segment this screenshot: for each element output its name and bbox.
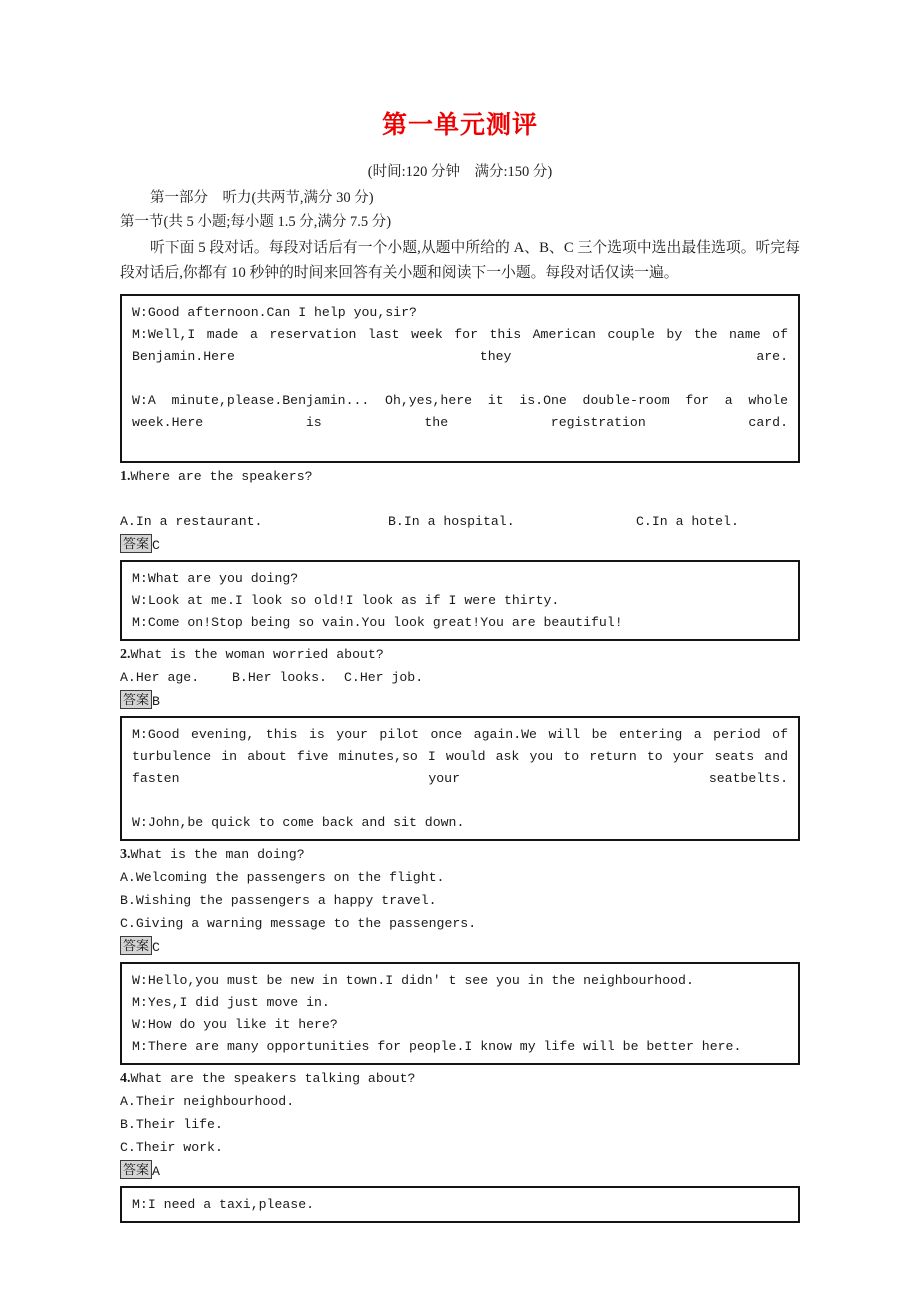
dialogue-line: M:What are you doing? [132,571,299,586]
option-c[interactable]: C.Her job. [344,670,424,685]
answer-value: B [152,694,160,709]
option-b[interactable]: B.Their life. [120,1117,223,1132]
dialogue-box [120,962,800,1065]
section-one-heading: 第一节(共 5 小题;每小题 1.5 分,满分 7.5 分) [120,214,392,230]
dialogue-box [120,1186,800,1223]
dialogue-line: W:John,be quick to come back and sit down. [132,815,465,830]
dialogue-line: M:There are many opportunities for people.I know my life will be better here. [132,1039,742,1054]
question-body: Where are the speakers? [130,469,313,484]
dialogue-line: M:Well,I made a reservation last week for this American couple by the name of Benjamin.Here they are. [132,327,788,364]
question-number: 3. [120,847,131,862]
answer-label: 答案 [120,936,152,955]
answer-value: A [152,1164,160,1179]
dialogue-box [120,294,800,463]
option-b[interactable]: B.In a hospital. [388,514,515,529]
options-row [120,510,800,533]
option-a[interactable]: A.Her age. [120,670,200,685]
page-title: 第一单元测评 [381,112,538,139]
dialogue-line: M:Come on!Stop being so vain.You look great!You are beautiful! [132,615,623,630]
dialogue-box [120,716,800,841]
dialogue-line: W:Hello,you must be new in town.I didn' t see you in the neighbourhood. [132,973,694,988]
answer-label: 答案 [120,690,152,709]
option-a[interactable]: A.In a restaurant. [120,514,263,529]
spacer [120,488,800,510]
question-text [120,465,800,488]
listening-instruction: 听下面 5 段对话。每段对话后有一个小题,从题中所给的 A、B、C 三个选项中选出最佳选项。听完每段对话后,你都有 10 秒钟的时间来回答有关小题和阅读下一小题。每段对话仅读一遍。 [120,240,800,281]
option-a[interactable]: A.Their neighbourhood. [120,1094,295,1109]
answer-label: 答案 [120,534,152,553]
option-a[interactable]: A.Welcoming the passengers on the flight. [120,870,445,885]
option-b[interactable]: B.Wishing the passengers a happy travel. [120,893,437,908]
question-text [120,1067,800,1090]
dialogue-line: W:A minute,please.Benjamin... Oh,yes,here it is.One double-room for a whole week.Here is the registration card. [132,393,788,430]
options-row [120,666,800,689]
option-c[interactable]: C.Giving a warning message to the passengers. [120,916,477,931]
question-number: 2. [120,647,131,662]
answer-row [120,690,800,712]
dialogue-box [120,560,800,641]
option-b[interactable]: B.Her looks. [232,670,327,685]
dialogue-line: M:Good evening, this is your pilot once again.We will be entering a period of turbulence in about five minutes,so I would ask you to return to your seats and fasten your seatbelts. [132,727,788,786]
dialogue-line: W:How do you like it here? [132,1017,338,1032]
question-body: What are the speakers talking about? [130,1071,416,1086]
exam-info: (时间:120 分钟 满分:150 分) [367,164,553,180]
dialogue-line: M:I need a taxi,please. [132,1197,315,1212]
dialogue-line: W:Good afternoon.Can I help you,sir? [132,305,417,320]
option-c[interactable]: C.In a hotel. [636,514,739,529]
question-body: What is the woman worried about? [130,647,384,662]
question-text [120,843,800,866]
answer-row [120,1160,800,1182]
answer-value: C [152,538,160,553]
question-number: 1. [120,469,131,484]
option-c[interactable]: C.Their work. [120,1140,223,1155]
dialogue-line: M:Yes,I did just move in. [132,995,330,1010]
part-one-heading: 第一部分 听力(共两节,满分 30 分) [150,190,374,206]
answer-value: C [152,940,160,955]
answer-label: 答案 [120,1160,152,1179]
question-text [120,643,800,666]
document-content [120,110,800,1225]
answer-row [120,936,800,958]
question-number: 4. [120,1071,131,1086]
dialogue-line: W:Look at me.I look so old!I look as if I were thirty. [132,593,560,608]
answer-row [120,534,800,556]
question-body: What is the man doing? [130,847,305,862]
